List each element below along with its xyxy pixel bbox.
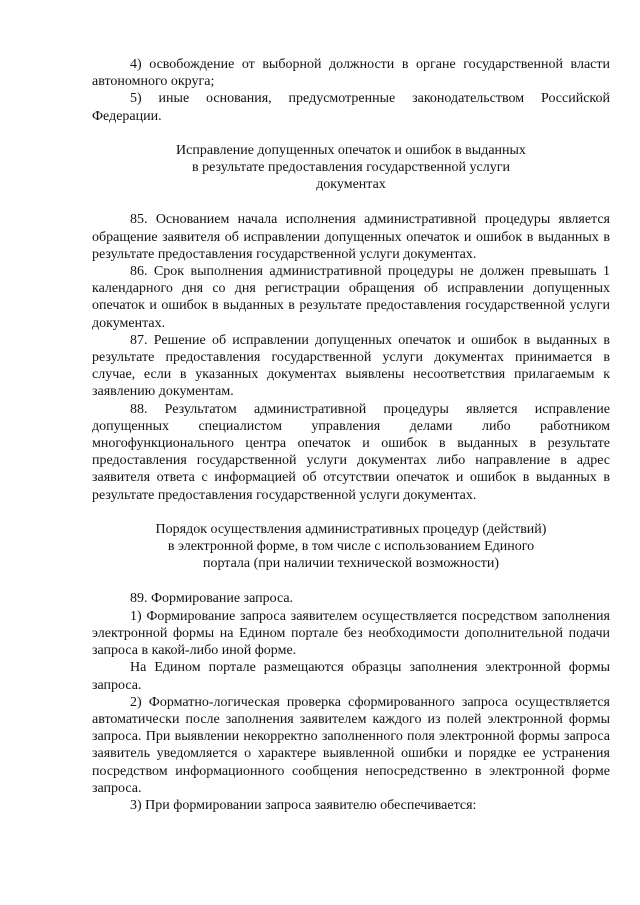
heading-line: Исправление допущенных опечаток и ошибок в выданных: [176, 142, 526, 158]
paragraph: 89. Формирование запроса.: [130, 591, 294, 607]
paragraph: 85. Основанием начала исполнения административной процедуры является обращение заявителя об исправлении допущенных опечаток и ошибок в выданных в результате предоставления государственной услуги документах.: [92, 212, 610, 262]
spacer: [92, 572, 610, 590]
paragraph: 2) Форматно-логическая проверка сформированного запроса осуществляется автоматически после заполнения заявителем каждого из полей электронной формы запроса. При выявлении некорректно заполненного поля электронной формы запроса заявитель уведомляется о характере выявленной ошибки и порядке ее устранения посредством информационного сообщения непосредственно в электронной форме запроса.: [92, 694, 610, 796]
paragraph: 86. Срок выполнения административной процедуры не должен превышать 1 календарного дня со дня регистрации обращения об исправлении допущенных опечаток и ошибок в выданных в результате предоставления государственной услуги документах.: [92, 264, 610, 331]
heading-line: в результате предоставления государственной услуги: [192, 160, 510, 176]
paragraph: 1) Формирование запроса заявителем осуществляется посредством заполнения электронной формы на Едином портале без необходимости дополнительной подачи запроса в какой-либо иной форме.: [92, 608, 610, 659]
paragraph: 5) иные основания, предусмотренные законодательством Российской Федерации.: [92, 91, 610, 124]
spacer: [92, 504, 610, 521]
paragraph: 4) освобождение от выборной должности в органе государственной власти автономного округа;: [92, 57, 610, 90]
spacer: [92, 125, 610, 142]
document-page: [92, 56, 610, 814]
paragraph: 3) При формировании запроса заявителю обеспечивается:: [130, 797, 477, 813]
heading-line: в электронной форме, в том числе с использованием Единого: [167, 539, 535, 555]
paragraph: На Едином портале размещаются образцы заполнения электронной формы запроса.: [92, 660, 610, 693]
heading-line: документах: [316, 177, 386, 193]
paragraph: 87. Решение об исправлении допущенных опечаток и ошибок в выданных в результате предоставления государственной услуги документах принимается в случае, если в указанных документах выявлены несоответствия прилагаемым к заявлению документам.: [92, 332, 610, 400]
section-heading: [151, 142, 551, 194]
heading-line: Порядок осуществления административных процедур (действий): [155, 521, 547, 537]
heading-line: портала (при наличии технической возможности): [202, 556, 499, 572]
section-heading: [131, 521, 571, 573]
spacer: [92, 193, 610, 211]
paragraph: 88. Результатом административной процедуры является исправление допущенных специалистом управления делами либо работником многофункционального центра опечаток и ошибок в выданных в результате предоставления государственной услуги документах либо направление в адрес заявителя ответа с информацией об отсутствии опечаток и ошибок в выданных в результате предоставления государственной услуги документах.: [92, 401, 610, 503]
